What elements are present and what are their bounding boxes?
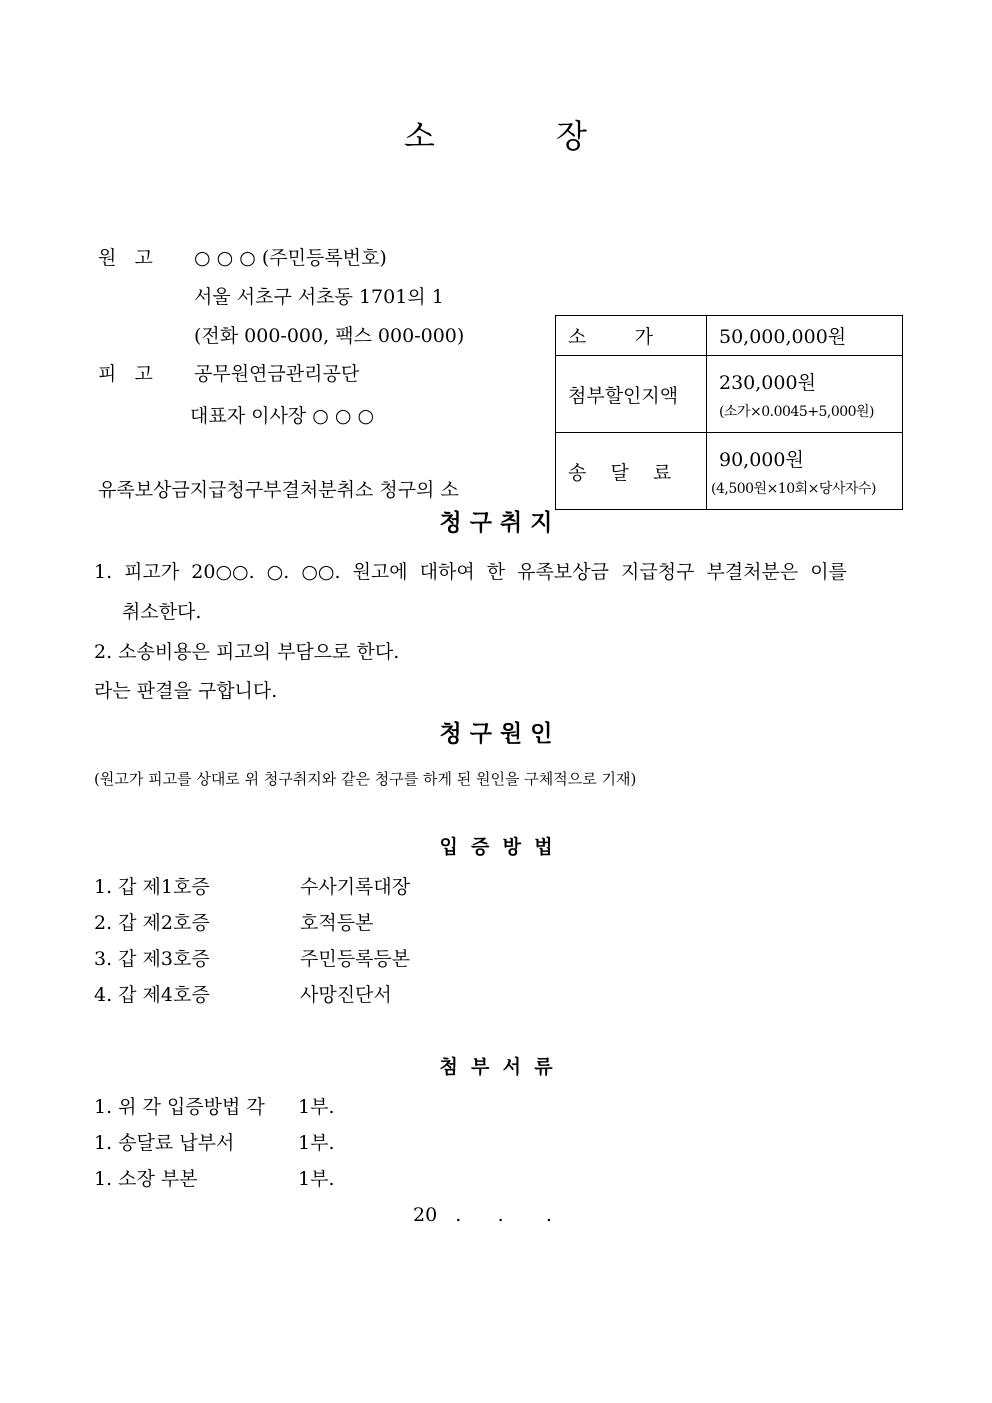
claim-item-1-line-2: 취소한다. <box>122 601 202 623</box>
claim-item-1-line-1: 1. 피고가 20○○. ○. ○○. 원고에 대하여 한 유족보상금 지급청구 부결처분은 이를 <box>94 561 847 583</box>
document-title-left: 소 <box>404 117 435 155</box>
attachment-item-2-name: 1. 송달료 납부서 <box>94 1132 235 1154</box>
defendant-label: 피 고 <box>98 363 153 385</box>
cause-heading: 청 구 원 인 <box>439 720 553 747</box>
fee-note-service: (4,500원×10회×당사자수) <box>711 480 876 497</box>
fee-cell-service <box>707 433 903 510</box>
evidence-item-4-description: 사망진단서 <box>300 984 392 1006</box>
fee-table <box>555 315 903 510</box>
attachments-heading: 첨 부 서 류 <box>439 1056 553 1078</box>
fee-label-service: 송 달 료 <box>556 433 707 510</box>
attachment-item-1-name: 1. 위 각 입증방법 각 <box>94 1096 265 1118</box>
fee-row-claim-value <box>556 316 903 356</box>
fee-label-claim-value: 소 가 <box>556 316 707 356</box>
plaintiff-address: 서울 서초구 서초동 1701의 1 <box>194 286 444 308</box>
attachment-item-2-count: 1부. <box>298 1132 335 1154</box>
fee-note-stamp: (소가×0.0045+5,000원) <box>719 403 875 420</box>
fee-value-claim-value: 50,000,000원 <box>707 316 903 356</box>
claim-heading: 청 구 취 지 <box>439 509 553 536</box>
document-date: 20 . . . <box>413 1204 552 1226</box>
evidence-item-3-description: 주민등록등본 <box>300 948 411 970</box>
evidence-item-4-number: 4. 갑 제4호증 <box>94 984 210 1006</box>
claim-closing: 라는 판결을 구합니다. <box>94 680 278 702</box>
fee-value-stamp: 230,000원 <box>719 371 816 394</box>
evidence-heading: 입 증 방 법 <box>439 836 553 858</box>
fee-value-service: 90,000원 <box>719 448 804 471</box>
evidence-item-2-number: 2. 갑 제2호증 <box>94 912 210 934</box>
defendant-representative: 대표자 이사장 ○ ○ ○ <box>190 405 375 427</box>
fee-label-stamp: 첨부할인지액 <box>556 356 707 433</box>
evidence-item-3-number: 3. 갑 제3호증 <box>94 948 210 970</box>
fee-row-service <box>556 433 903 510</box>
plaintiff-label: 원 고 <box>98 247 153 269</box>
plaintiff-name: ○ ○ ○ (주민등록번호) <box>194 247 387 269</box>
attachment-item-3-count: 1부. <box>298 1168 335 1190</box>
evidence-item-2-description: 호적등본 <box>300 912 374 934</box>
cause-note: (원고가 피고를 상대로 위 청구취지와 같은 청구를 하게 된 원인을 구체적으로 기재) <box>94 770 637 788</box>
case-title: 유족보상금지급청구부결처분취소 청구의 소 <box>98 479 459 501</box>
evidence-item-1-number: 1. 갑 제1호증 <box>94 876 210 898</box>
plaintiff-contact: (전화 000-000, 팩스 000-000) <box>194 325 465 347</box>
defendant-name: 공무원연금관리공단 <box>194 363 360 385</box>
attachment-item-3-name: 1. 소장 부본 <box>94 1168 198 1190</box>
fee-row-stamp <box>556 356 903 433</box>
document-title-right: 장 <box>556 117 587 155</box>
fee-cell-stamp <box>707 356 903 433</box>
claim-item-2: 2. 소송비용은 피고의 부담으로 한다. <box>94 641 400 663</box>
attachment-item-1-count: 1부. <box>298 1096 335 1118</box>
evidence-item-1-description: 수사기록대장 <box>300 876 411 898</box>
